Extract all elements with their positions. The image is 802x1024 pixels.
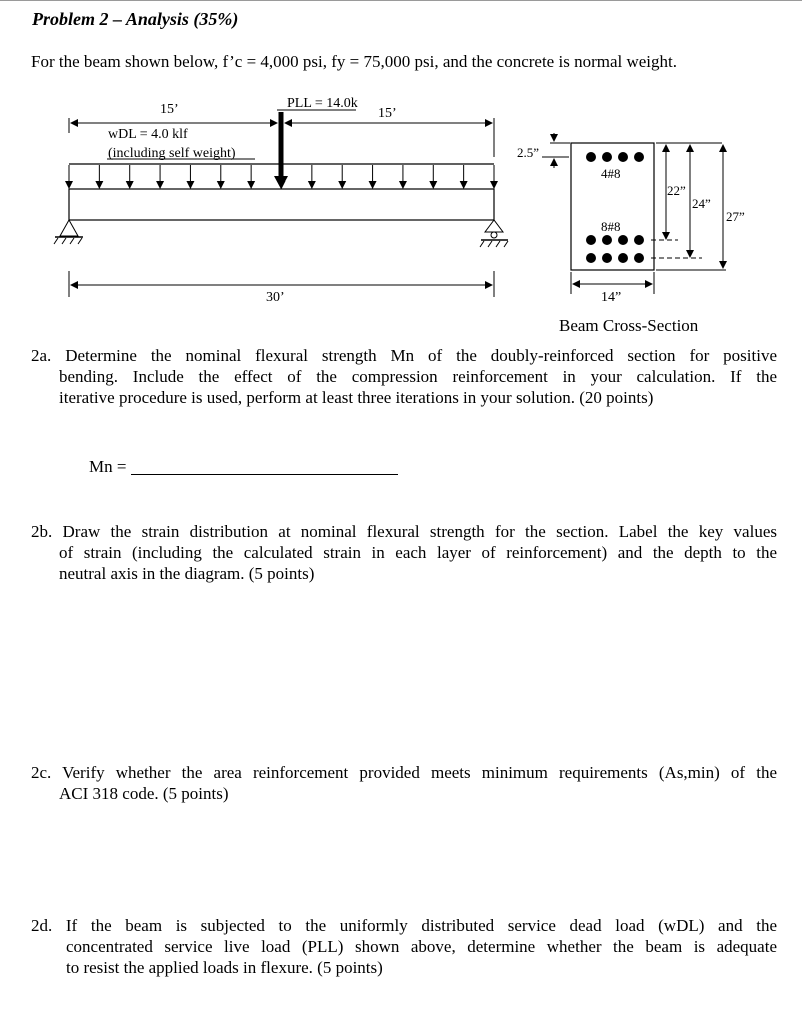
part-a-question bbox=[31, 345, 777, 408]
rebar-dot bbox=[618, 152, 628, 162]
rebar-dot bbox=[634, 253, 644, 263]
part-a-line: iterative procedure is used, perform at least three iterations in your solution. (20 points) bbox=[59, 388, 654, 407]
pin-support bbox=[54, 220, 83, 244]
width-dim-label: 14” bbox=[601, 290, 622, 305]
rebar-dot bbox=[618, 235, 628, 245]
part-c-line: 2c. Verify whether the area reinforcement provided meets minimum requirements (As,min) of the bbox=[31, 763, 777, 782]
rebar-dot bbox=[586, 152, 596, 162]
part-a-line: bending. Include the effect of the compression reinforcement in your calculation. If the bbox=[59, 367, 777, 386]
part-d-question bbox=[31, 915, 777, 978]
dist-load-arrow-head bbox=[369, 181, 377, 189]
part-b-line: neutral axis in the diagram. (5 points) bbox=[59, 564, 315, 583]
problem-title: Problem 2 – Analysis (35%) bbox=[32, 9, 239, 29]
dist-load-arrow-head bbox=[490, 181, 498, 189]
part-b-line: 2b. Draw the strain distribution at nominal flexural strength for the section. Label the key values bbox=[31, 522, 777, 541]
cross-section-caption: Beam Cross-Section bbox=[559, 316, 699, 335]
dist-load-arrow-head bbox=[338, 181, 346, 189]
total-span-label: 30’ bbox=[266, 290, 285, 305]
top-rule bbox=[0, 0, 802, 1]
point-load-label: PLL = 14.0k bbox=[287, 96, 358, 111]
rebar-dot bbox=[602, 253, 612, 263]
part-d-line: 2d. If the beam is subjected to the uniformly distributed service dead load (wDL) and the bbox=[31, 916, 777, 935]
right-span-label: 15’ bbox=[378, 106, 397, 121]
dim-24-label: 24” bbox=[692, 196, 711, 211]
mn-answer-label: Mn = bbox=[89, 457, 127, 476]
dist-load-arrow-head bbox=[217, 181, 225, 189]
problem-intro: For the beam shown below, f’c = 4,000 psi, fy = 75,000 psi, and the concrete is normal weight. bbox=[31, 52, 677, 71]
dim-27-label: 27” bbox=[726, 209, 745, 224]
cover-dim-label: 2.5” bbox=[517, 145, 540, 160]
rebar-dot bbox=[602, 235, 612, 245]
dist-load-arrow-head bbox=[247, 181, 255, 189]
left-span-label: 15’ bbox=[160, 102, 179, 117]
part-c-line: ACI 318 code. (5 points) bbox=[59, 784, 229, 803]
top-bars-label: 4#8 bbox=[601, 166, 621, 181]
rebar-dot bbox=[634, 152, 644, 162]
part-d-line: concentrated service live load (PLL) shown above, determine whether the beam is adequate bbox=[66, 937, 777, 956]
dist-load-arrow-head bbox=[65, 181, 73, 189]
rebar-dot bbox=[602, 152, 612, 162]
dist-load-arrow-head bbox=[95, 181, 103, 189]
part-b-line: of strain (including the calculated strain in each layer of reinforcement) and the depth to the bbox=[59, 543, 777, 562]
rebar-dot bbox=[618, 253, 628, 263]
dist-load-arrow-head bbox=[429, 181, 437, 189]
dist-load-label: wDL = 4.0 klf bbox=[108, 127, 188, 142]
dist-load-arrow-head bbox=[186, 181, 194, 189]
part-d-line: to resist the applied loads in flexure. (5 points) bbox=[66, 958, 383, 977]
dim-22-label: 22” bbox=[667, 183, 686, 198]
dist-load-arrow-head bbox=[156, 181, 164, 189]
dist-load-arrow-head bbox=[308, 181, 316, 189]
dist-load-arrow-head bbox=[126, 181, 134, 189]
dist-load-arrow-head bbox=[460, 181, 468, 189]
roller-support bbox=[480, 220, 508, 247]
beam-figure bbox=[0, 88, 802, 348]
rebar-dot bbox=[586, 253, 596, 263]
part-a-line: 2a. Determine the nominal flexural strength Mn of the doubly-reinforced section for positive bbox=[31, 346, 777, 365]
beam bbox=[69, 189, 494, 220]
dist-load-arrow-head bbox=[399, 181, 407, 189]
rebar-dot bbox=[586, 235, 596, 245]
part-c-question bbox=[31, 762, 777, 804]
bottom-bars-label: 8#8 bbox=[601, 219, 621, 234]
cross-section bbox=[571, 143, 654, 270]
part-b-question bbox=[31, 521, 777, 584]
rebar-dot bbox=[634, 235, 644, 245]
dist-load-note: (including self weight) bbox=[108, 146, 236, 161]
mn-answer-line[interactable] bbox=[131, 474, 398, 475]
